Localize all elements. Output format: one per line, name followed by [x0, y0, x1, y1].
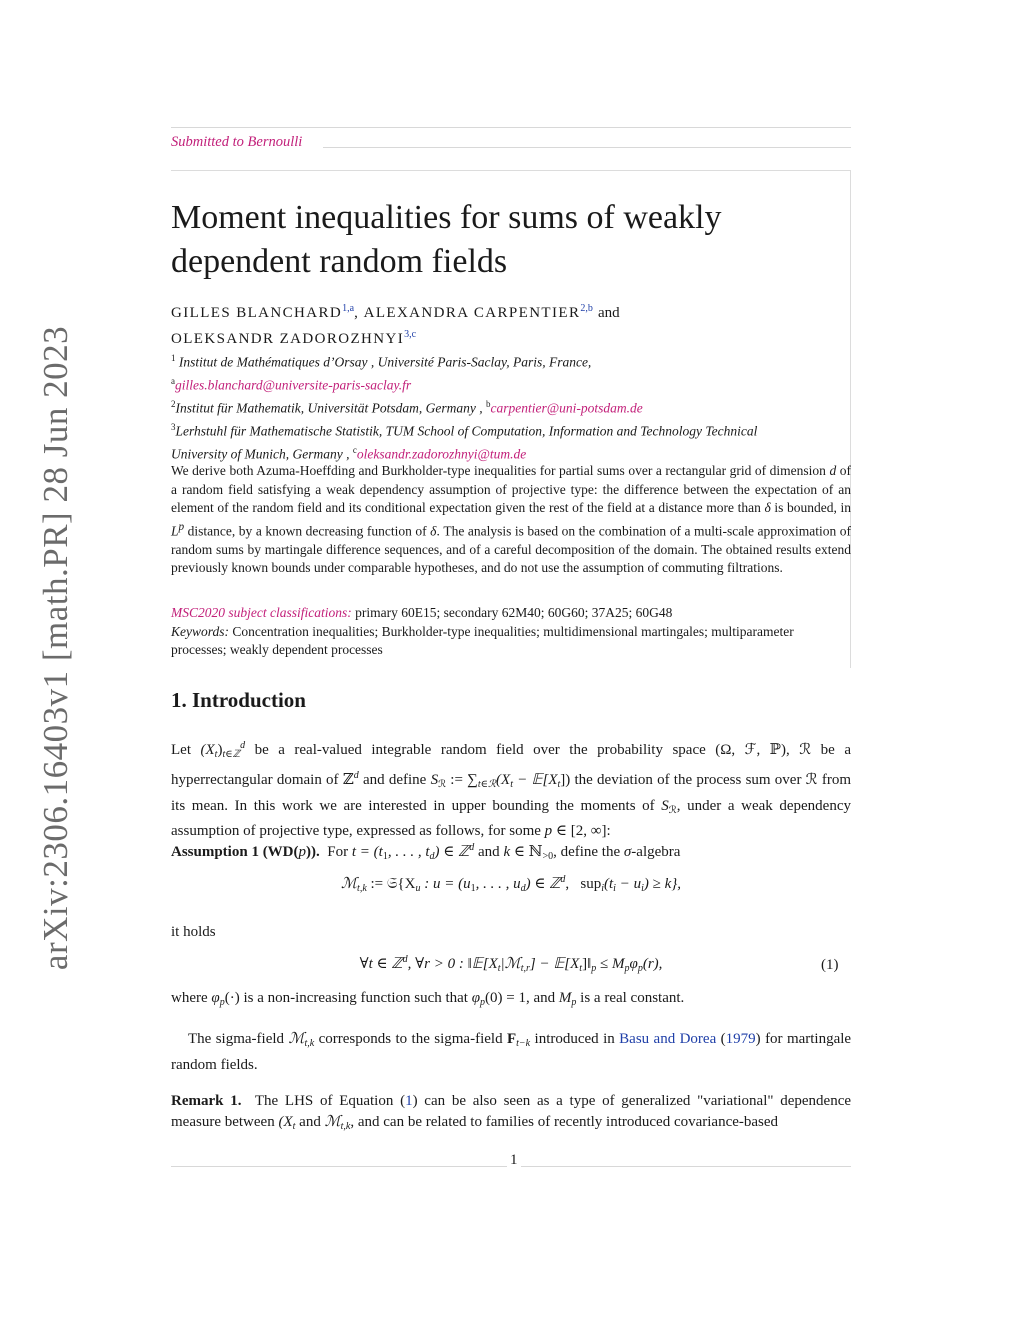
- author-2-marker[interactable]: 2,b: [580, 303, 593, 314]
- where-phi-2: φ: [471, 990, 481, 1006]
- main-eq-8: (r),: [642, 956, 663, 972]
- affiliation-1-number: 1: [171, 353, 176, 363]
- assumption-math-N: ∈ ℕ: [513, 844, 543, 860]
- intro-text-5: − 𝔼[X: [517, 771, 558, 788]
- arxiv-stamp: arXiv:2306.16403v1 [math.PR] 28 Jun 2023: [36, 325, 75, 971]
- eq-ge-k: ) ≥ k},: [643, 876, 681, 892]
- remark-text-3: and: [299, 1113, 321, 1130]
- main-eq-tr: t,r: [520, 963, 530, 974]
- equation-number: (1): [821, 957, 839, 973]
- email-c-letter: c: [352, 445, 357, 456]
- assumption-text-and: and: [478, 844, 500, 860]
- affiliation-3-text: Lerhstuhl für Mathematische Statistik, TUM School of Computation, Information and Technology Technical: [175, 423, 758, 439]
- sigma-M: ℳ: [288, 1031, 305, 1047]
- assumption-label-end: )).: [306, 844, 320, 860]
- assumption-sub-gt0: >0: [542, 851, 554, 862]
- affiliation-3-number: 3: [171, 422, 176, 433]
- eq-sub-1: 1: [470, 883, 476, 894]
- author-1-marker[interactable]: 1,a: [342, 303, 355, 314]
- assumption-math-t: t = (t: [351, 844, 383, 860]
- remark-text-1: The LHS of Equation: [254, 1093, 394, 1109]
- math-dsup-2: d: [353, 769, 359, 781]
- main-eq-sub-t: t: [497, 963, 501, 974]
- math-t-2: t: [510, 778, 513, 790]
- sigma-text-4: for martingale random fields.: [171, 1031, 852, 1073]
- assumption-sub-d: d: [429, 851, 435, 862]
- main-inequality: [171, 954, 851, 974]
- abstract-text-5: . The analysis is based on the combination of a multi-scale approximation of random sums by martingale difference sequences, and of a careful decomposition of the domain. The obtained results extend previously known bounds under comparable hypotheses, and do not use the assumption of commuting filtrations.: [171, 523, 851, 575]
- author-2: ALEXANDRA CARPENTIER: [363, 305, 581, 321]
- where-phi: φ: [211, 990, 220, 1006]
- remark-M: ℳ: [324, 1113, 341, 1130]
- intro-text-let: Let: [171, 742, 191, 758]
- sigma-text-3: introduced in: [534, 1031, 615, 1047]
- math-X: (X: [200, 742, 215, 758]
- keywords-value: Concentration inequalities; Burkholder-type inequalities; multidimensional martingales; multiparameter processes; weakly dependent processes: [171, 623, 794, 657]
- math-close: ): [217, 742, 223, 758]
- sigma-F: F: [506, 1031, 517, 1047]
- where-sub-p: p: [219, 997, 225, 1008]
- affiliation-3: [171, 418, 841, 441]
- intro-text-6: ]) the deviation of the process sum over ℛ from its mean. In this work we are interested in upper bounding the moments of: [171, 771, 852, 814]
- intro-text-8: ∈ [2, ∞]:: [555, 823, 611, 840]
- assumption-label: Assumption 1 (WD(: [171, 844, 299, 860]
- abstract: [171, 462, 851, 578]
- eq-minus-u: − u: [619, 876, 642, 892]
- eq-sub-i-2: i: [641, 883, 644, 894]
- assumption-text-1: For: [327, 844, 349, 860]
- intro-text-7: , under a weak dependency assumption of projective type, expressed as follows, for some: [171, 797, 851, 840]
- author-conjunction: and: [598, 305, 620, 321]
- assumption-math-sigma: σ: [623, 844, 632, 860]
- math-S-2: S: [661, 797, 669, 814]
- msc-label[interactable]: MSC2020 subject classifications:: [171, 605, 352, 620]
- math-t-3: t: [557, 778, 561, 790]
- citation-basu-dorea[interactable]: Basu and Dorea: [619, 1031, 717, 1047]
- main-eq-5: ]‖: [582, 956, 592, 972]
- abstract-math-delta: δ: [764, 500, 771, 515]
- affiliations: [171, 349, 841, 464]
- remark-text-4: , and can be related to families of recently introduced covariance-based: [350, 1113, 779, 1130]
- remark-text-2: can be also seen as a type of generalized "variational" dependence measure between: [171, 1093, 852, 1130]
- citation-close: ): [755, 1031, 761, 1047]
- intro-paragraph: [171, 736, 851, 842]
- abstract-math-d: d: [829, 463, 837, 478]
- main-eq-3: |ℳ: [500, 956, 521, 972]
- abstract-math-delta-2: δ: [430, 523, 437, 538]
- journal-name: Submitted to Bernoulli: [171, 134, 303, 150]
- eq-sigma-mid: : u = (u: [424, 876, 471, 892]
- math-S: S: [430, 771, 439, 788]
- where-sub-p-3: p: [571, 997, 577, 1008]
- abstract-text-3: is bounded, in: [774, 500, 852, 515]
- intro-text-3: := ∑: [450, 771, 478, 788]
- assumption-sup-d: d: [469, 842, 475, 853]
- remark-tk: t,k: [340, 1120, 351, 1132]
- where-paragraph: [171, 988, 851, 1014]
- math-dsup: d: [240, 740, 246, 751]
- intro-text-1: be a real-valued integrable random field over the probability space (Ω, ℱ, ℙ), ℛ be a hyperrectangular domain of ℤ: [171, 742, 851, 788]
- remark-1: [171, 1091, 851, 1138]
- affiliation-2: [171, 395, 841, 418]
- main-eq-sup-d: d: [402, 954, 408, 965]
- main-eq-6: ≤ M: [600, 956, 625, 972]
- keywords-label: Keywords:: [171, 623, 229, 639]
- abstract-math-p: p: [178, 520, 185, 533]
- remark-ref-open: (: [400, 1093, 406, 1109]
- where-text-1: where: [171, 990, 208, 1006]
- assumption-math-k: k: [503, 844, 511, 860]
- affiliation-1: [171, 349, 841, 372]
- eq-sigma-mid3: ) ∈ ℤ: [525, 876, 561, 892]
- assumption-math-in: ) ∈ ℤ: [434, 844, 470, 860]
- eq-sigma-rhs: := 𝔖{X: [370, 876, 416, 892]
- msc-line: [171, 604, 851, 623]
- abstract-text-1: We derive both Azuma-Hoeffding and Burkholder-type inequalities for partial sums over a rectangular grid of dimension: [171, 463, 826, 478]
- math-p: p: [544, 823, 553, 840]
- eq-u: u: [415, 883, 421, 894]
- eq-sigma-mid2: , . . . , u: [475, 876, 521, 892]
- author-list: GILLES BLANCHARD$^{1,a}$, ALEXANDRA CARPENTIER$^{2,b}$ and OLEKSANDR ZADOROZHNYI$^{3,c}$: [171, 303, 620, 347]
- intro-text-2: and define: [362, 771, 427, 788]
- where-text-2: (·) is a non-increasing function such that: [224, 990, 468, 1006]
- keywords-line: [171, 623, 851, 660]
- main-eq-2: , ∀r > 0 : ‖𝔼[X: [407, 956, 498, 972]
- affiliation-2-number: 2: [171, 399, 176, 410]
- abstract-text-4: distance, by a known decreasing function of: [187, 523, 427, 538]
- citation-open: (: [720, 1031, 726, 1047]
- remark-X: (X: [278, 1113, 293, 1130]
- main-eq-4: ] − 𝔼[X: [529, 956, 580, 972]
- sigma-F-sub: t−k: [516, 1038, 531, 1049]
- equation-ref-link[interactable]: 1: [405, 1093, 413, 1109]
- abstract-text-2: of a random field satisfying a weak dependency assumption of projective type: the difference between the expectation of an element of the random field and its conditional expectation given the rest of the field at a distance more than: [171, 463, 852, 515]
- msc-value: primary 60E15; secondary 62M40; 60G60; 37A25; 60G48: [355, 605, 673, 620]
- affiliation-1-text: Institut de Mathématiques d’Orsay , Université Paris-Saclay, Paris, France,: [178, 354, 592, 370]
- eq-sup-i: i: [601, 883, 604, 894]
- author-1: GILLES BLANCHARD: [171, 305, 343, 321]
- citation-year[interactable]: 1979: [725, 1031, 756, 1047]
- assumption-math-dots: , . . . , t: [387, 844, 430, 860]
- page-number: 1: [507, 1152, 521, 1169]
- sigma-field-paragraph: [171, 1029, 851, 1076]
- email-b-letter: b: [485, 399, 491, 410]
- math-t: t: [214, 749, 218, 760]
- eq-sigma-end: (t: [604, 876, 614, 892]
- classification-block: [171, 604, 851, 660]
- assumption-sub-1: 1: [382, 851, 388, 862]
- assumption-text-algebra: -algebra: [631, 844, 681, 860]
- paper-title: Moment inequalities for sums of weakly dependent random fields: [171, 199, 722, 280]
- assumption-statement: [171, 838, 851, 868]
- math-R: ℛ: [438, 778, 447, 790]
- abstract-math-L: L: [171, 523, 179, 538]
- affiliation-3-continued: [171, 441, 841, 464]
- main-eq-1: ∀t ∈ ℤ: [359, 956, 403, 972]
- math-R-2: ℛ: [668, 804, 677, 816]
- author-3: OLEKSANDR ZADOROZHNYI: [171, 331, 405, 347]
- math-sumsub: t∈ℛ: [477, 778, 497, 790]
- eq-M: ℳ: [341, 876, 358, 892]
- assumption-text-define: , define the: [553, 844, 621, 860]
- affiliation-2-text: Institut für Mathematik, Universität Potsdam, Germany ,: [175, 400, 483, 416]
- where-text-4: is a real constant.: [580, 990, 685, 1006]
- header-rule-top: [171, 127, 851, 128]
- eq-sup: sup: [580, 876, 602, 892]
- math-tsub: t∈ℤ: [222, 749, 241, 760]
- main-eq-sub-p-3: p: [637, 963, 643, 974]
- eq-sub-d: d: [520, 883, 526, 894]
- eq-tk: t,k: [357, 883, 367, 894]
- main-eq-sub-t-2: t: [579, 963, 583, 974]
- where-text-3: (0) = 1, and: [485, 990, 556, 1006]
- affiliation-3-text-2: University of Munich, Germany ,: [171, 446, 350, 462]
- section-heading: 1. Introduction: [171, 688, 306, 712]
- where-M: M: [558, 990, 572, 1006]
- email-a-link[interactable]: gilles.blanchard@universite-paris-saclay.fr: [175, 377, 412, 393]
- email-a-line: [171, 372, 841, 395]
- intro-text-4: (X: [496, 771, 511, 788]
- main-eq-sub-p-2: p: [624, 963, 630, 974]
- main-eq-7: φ: [629, 956, 638, 972]
- assumption-p: p: [298, 844, 307, 860]
- where-sub-p-2: p: [480, 997, 486, 1008]
- sigma-text-2: corresponds to the sigma-field: [318, 1031, 503, 1047]
- email-c-link[interactable]: oleksandr.zadorozhnyi@tum.de: [356, 446, 527, 462]
- remark-label: Remark 1.: [171, 1093, 242, 1109]
- it-holds-text: it holds: [171, 924, 216, 940]
- eq-comma: ,: [565, 876, 570, 892]
- main-eq-sub-p: p: [591, 963, 597, 974]
- eq-sub-i: i: [613, 883, 616, 894]
- email-a-letter: a: [171, 376, 175, 387]
- eq-sup-d: d: [560, 874, 566, 885]
- sigma-text-1: The sigma-field: [188, 1031, 285, 1047]
- email-b-link[interactable]: carpentier@uni-potsdam.de: [490, 400, 643, 416]
- author-3-marker[interactable]: 3,c: [404, 329, 417, 340]
- remark-ref-close: ): [412, 1093, 418, 1109]
- remark-sub-t: t: [292, 1120, 296, 1132]
- sigma-algebra-equation: [171, 874, 851, 894]
- header-rule-bottom: [323, 147, 851, 148]
- sigma-tk: t,k: [304, 1038, 315, 1049]
